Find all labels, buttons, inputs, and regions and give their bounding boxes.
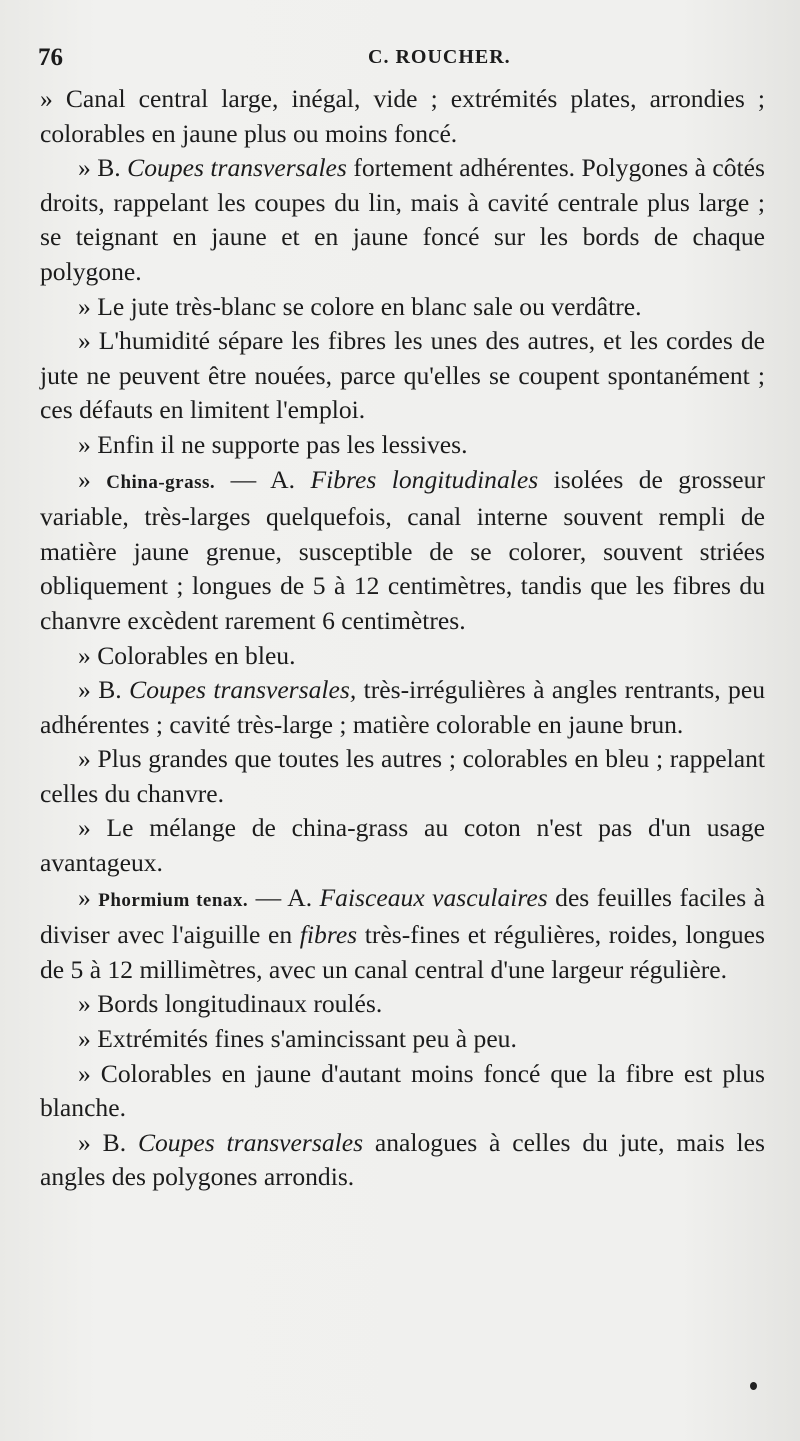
paragraph-p9: [40, 742, 765, 811]
paragraph-p1: [40, 82, 765, 151]
text-run: » L'humidité sépare les fibres les unes des autres, et les cordes de jute ne peuvent être nouées, parce qu'elles se coupent spontanément ; ces défauts en limitent l'emploi.: [40, 326, 765, 425]
text-run: »: [78, 464, 107, 494]
text-run: très-fines et régulières, roides, longues de 5 à 12 millimètres, avec un canal central d'une largeur régulière.: [40, 920, 765, 984]
text-run: des feuilles faciles à diviser avec l'aiguille en: [40, 882, 766, 950]
text-run: » Colorables en jaune d'autant moins foncé que la fibre est plus blanche.: [40, 1058, 765, 1123]
text-run: »: [78, 882, 99, 912]
paragraph-p6: [40, 463, 765, 639]
paragraph-p5: [40, 428, 765, 463]
italic-text: Coupes transversales,: [129, 675, 357, 705]
text-run: isolées de grosseur variable, très-larges quelquefois, canal interne souvent rempli de matière jaune grenue, susceptible de se colorer, souvent striées obliquement ; longues de 5 à 12 centimètres, tandis que les fibres du chanvre excèdent rarement 6 centimètres.: [40, 464, 765, 635]
text-run: » Bords longitudinaux roulés.: [78, 989, 383, 1019]
italic-text: fibres: [299, 920, 358, 950]
running-head: C. ROUCHER.: [368, 46, 511, 68]
text-run: très-irrégulières à angles rentrants, peu adhérentes ; cavité très-large ; matière colorable en jaune brun.: [40, 675, 766, 739]
body-text: [40, 82, 765, 1195]
text-run: » Plus grandes que toutes les autres ; colorables en bleu ; rappelant celles du chanvre.: [40, 744, 765, 808]
section-heading: Phormium tenax.: [98, 889, 249, 911]
text-run: » Le mélange de china-grass au coton n'est pas d'un usage avantageux.: [40, 813, 765, 878]
ink-spot: [750, 1382, 757, 1390]
page-number: 76: [38, 44, 63, 71]
italic-text: Coupes transversales: [127, 153, 347, 183]
text-run: analogues à celles du jute, mais les angles des polygones arrondis.: [40, 1127, 765, 1192]
text-run: » Enfin il ne supporte pas les lessives.: [78, 429, 468, 459]
text-run: » Colorables en bleu.: [78, 640, 296, 670]
text-run: » Le jute très-blanc se colore en blanc sale ou verdâtre.: [78, 291, 642, 321]
paragraph-p14: [40, 1057, 765, 1126]
paragraph-p7: [40, 639, 765, 674]
text-run: » B.: [78, 1127, 138, 1157]
text-run: » Canal central large, inégal, vide ; extrémités plates, arrondies ; colorables en jaune plus ou moins foncé.: [40, 84, 765, 148]
text-run: » B.: [78, 675, 130, 705]
paragraph-p4: [40, 324, 765, 428]
paragraph-p12: [40, 987, 765, 1022]
paragraph-p8: [40, 673, 765, 742]
paragraph-p10: [40, 811, 765, 880]
paragraph-p15: [40, 1126, 765, 1195]
italic-text: Faisceaux vasculaires: [319, 882, 548, 912]
paragraph-p13: [40, 1022, 765, 1057]
paragraph-p2: [40, 151, 765, 289]
text-run: — A.: [215, 464, 311, 494]
text-run: » Extrémités fines s'amincissant peu à peu.: [78, 1024, 517, 1054]
paragraph-p3: [40, 290, 765, 325]
paragraph-p11: [40, 881, 765, 988]
text-run: » B.: [78, 153, 128, 183]
italic-text: Fibres longitudinales: [310, 464, 539, 494]
text-run: — A.: [248, 882, 320, 912]
text-run: fortement adhérentes. Polygones à côtés droits, rappelant les coupes du lin, mais à cavité centrale plus large ; se teignant en jaune et en jaune foncé sur les bords de chaque polygone.: [40, 153, 765, 286]
page-header: [38, 44, 778, 78]
section-heading: China-grass.: [106, 471, 216, 493]
italic-text: Coupes transversales: [137, 1127, 364, 1157]
